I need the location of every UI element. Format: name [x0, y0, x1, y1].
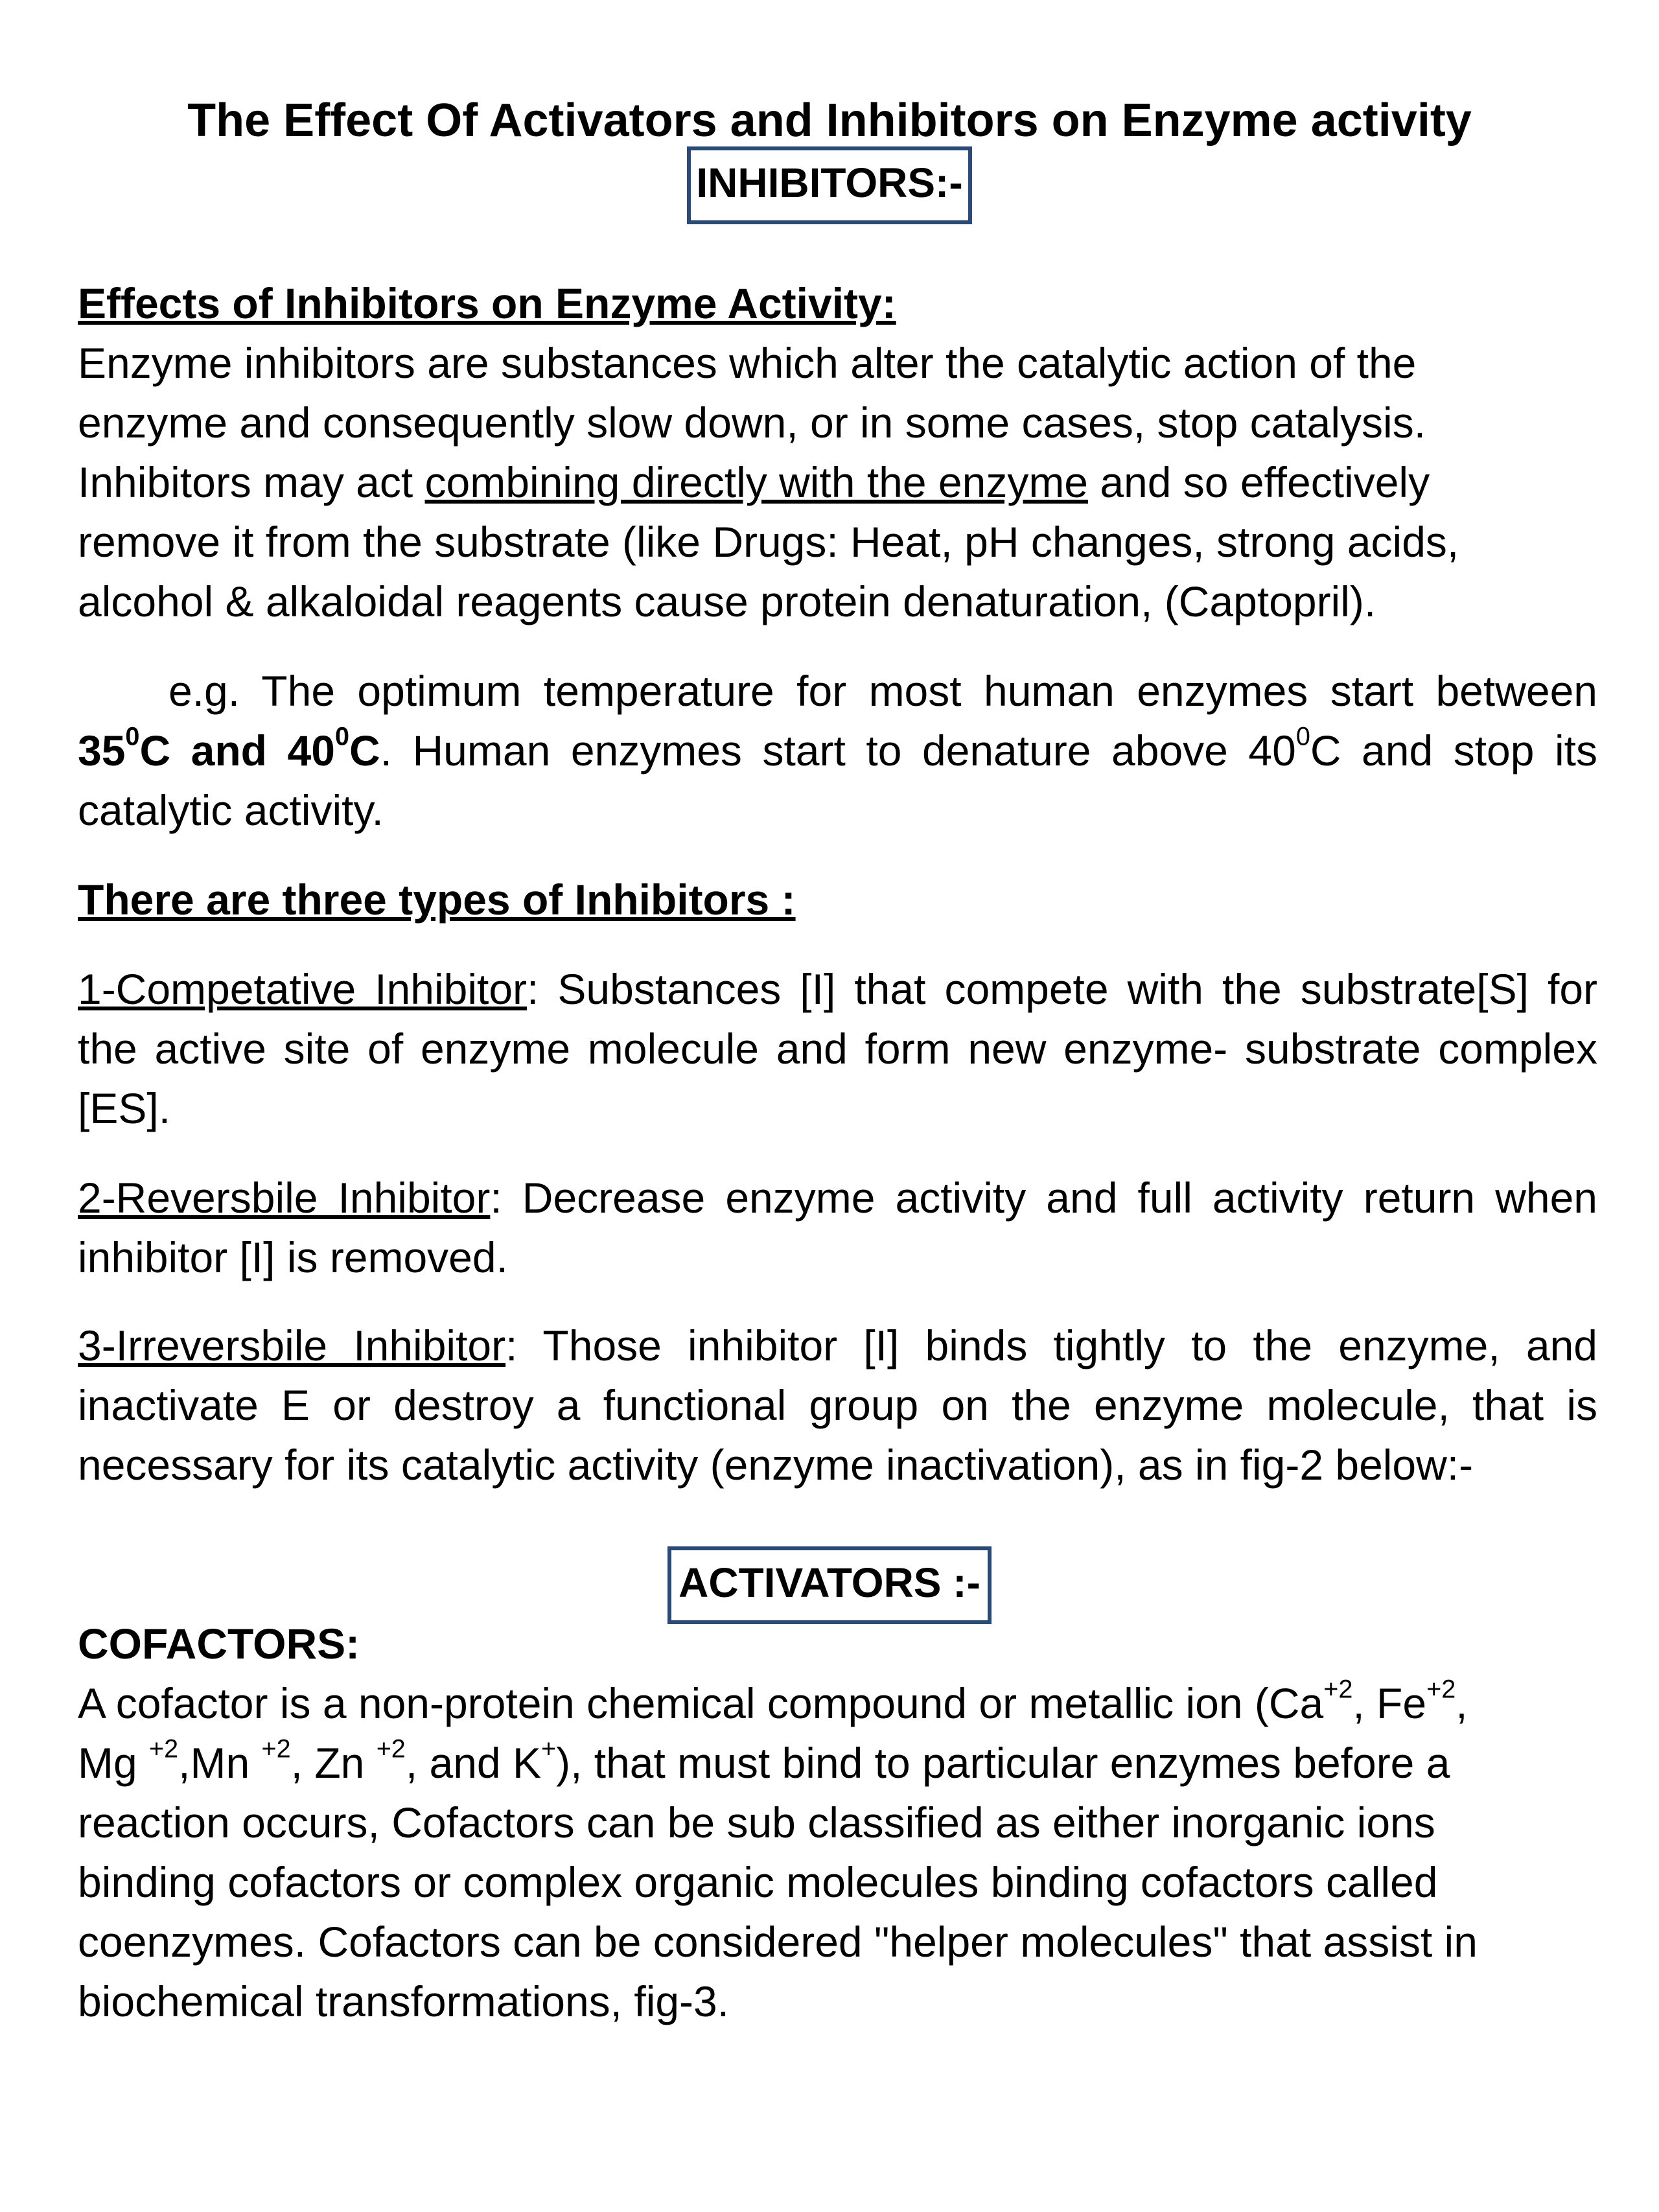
cofactors-line-3: reaction occurs, Cofactors can be sub classified as either inorganic ions: [78, 1799, 1435, 1846]
effects-line-2: enzyme and consequently slow down, or in some cases, stop catalysis.: [78, 399, 1426, 447]
example-text-2: . Human enzymes start to denature above 40: [380, 727, 1296, 774]
type-3-label: 3-Irreversbile Inhibitor: [78, 1321, 506, 1369]
cofactors-section: [78, 1614, 1597, 2031]
temp-above-degree: 0: [1295, 722, 1310, 751]
cofactors-line-2: [78, 1733, 1597, 1793]
cofactors-line-6: biochemical transformations, fig-3.: [78, 1977, 730, 2025]
example-text-1: e.g. The optimum temperature for most human enzymes start between: [168, 667, 1597, 715]
inhibitor-type-1: [78, 959, 1597, 1138]
temp-35-value: 35: [78, 727, 126, 774]
cofactors-l2-e: ), that must bind to particular enzymes before a: [556, 1739, 1450, 1787]
k-charge: +: [540, 1734, 557, 1764]
inhibitors-section-box: INHIBITORS:-: [687, 146, 972, 224]
effects-underlined-phrase: combining directly with the enzyme: [424, 458, 1088, 506]
mg-charge: +2: [149, 1734, 179, 1764]
zn-charge: +2: [376, 1734, 406, 1764]
example-paragraph: [78, 661, 1597, 840]
effects-line-1: Enzyme inhibitors are substances which alter the catalytic action of the: [78, 339, 1417, 387]
temp-40-value: 40: [287, 727, 335, 774]
temp-35-degree: 0: [125, 722, 140, 751]
cofactors-heading: COFACTORS:: [78, 1620, 360, 1668]
effects-line-3: [78, 452, 1597, 512]
cofactors-l1-b: , Fe: [1352, 1679, 1427, 1727]
cofactors-l2-b: ,Mn: [178, 1739, 262, 1787]
temp-and: and: [170, 727, 288, 774]
page-title: The Effect Of Activators and Inhibitors on Enzyme activity: [187, 95, 1472, 146]
effects-line-3-post: and so effectively: [1088, 458, 1430, 506]
cofactors-line-4: binding cofactors or complex organic molecules binding cofactors called: [78, 1858, 1438, 1906]
type-1-label: 1-Competative Inhibitor: [78, 965, 528, 1013]
type-1-text: : Substances [I] that compete with the substrate[S] for the active site of enzyme molecule and form new enzyme- substrate complex [ES].: [78, 965, 1597, 1132]
ca-charge: +2: [1323, 1675, 1353, 1704]
cofactors-l2-a: Mg: [78, 1739, 150, 1787]
effects-section: [78, 274, 1597, 631]
temp-40-degree: 0: [334, 722, 349, 751]
fe-charge: +2: [1426, 1675, 1456, 1704]
type-2-label: 2-Reversbile Inhibitor: [78, 1174, 491, 1222]
activators-section-box: ACTIVATORS :-: [667, 1546, 992, 1624]
temp-35-unit: C: [139, 727, 171, 774]
effects-line-4: remove it from the substrate (like Drugs: Heat, pH changes, strong acids,: [78, 518, 1459, 566]
cofactors-l2-c: , Zn: [290, 1739, 377, 1787]
effects-heading: Effects of Inhibitors on Enzyme Activity:: [78, 279, 896, 327]
cofactors-line-1: [78, 1673, 1597, 1733]
cofactors-l1-c: ,: [1456, 1679, 1468, 1727]
temperature-35: [78, 722, 380, 774]
type-2-text: : Decrease enzyme activity and full activity return when inhibitor [I] is removed.: [78, 1174, 1597, 1281]
cofactors-l2-d: , and K: [405, 1739, 541, 1787]
inhibitor-type-3: [78, 1316, 1597, 1495]
inhibitor-type-2: [78, 1168, 1597, 1287]
temp-40-unit: C: [349, 727, 380, 774]
cofactors-line-5: coenzymes. Cofactors can be considered "helper molecules" that assist in: [78, 1918, 1478, 1966]
effects-line-5: alcohol & alkaloidal reagents cause protein denaturation, (Captopril).: [78, 577, 1376, 625]
types-heading: There are three types of Inhibitors :: [78, 876, 796, 924]
mn-charge: +2: [261, 1734, 291, 1764]
type-3-text: : Those inhibitor [I] binds tightly to the enzyme, and inactivate E or destroy a functional group on the enzyme molecule, that is necessary for its catalytic activity (enzyme inactivation), as in fig-2 below:-: [78, 1321, 1597, 1489]
cofactors-l1-a: A cofactor is a non-protein chemical compound or metallic ion (Ca: [78, 1679, 1324, 1727]
effects-line-3-pre: Inhibitors may act: [78, 458, 425, 506]
example-text-3: C and stop its catalytic activity.: [78, 727, 1597, 834]
